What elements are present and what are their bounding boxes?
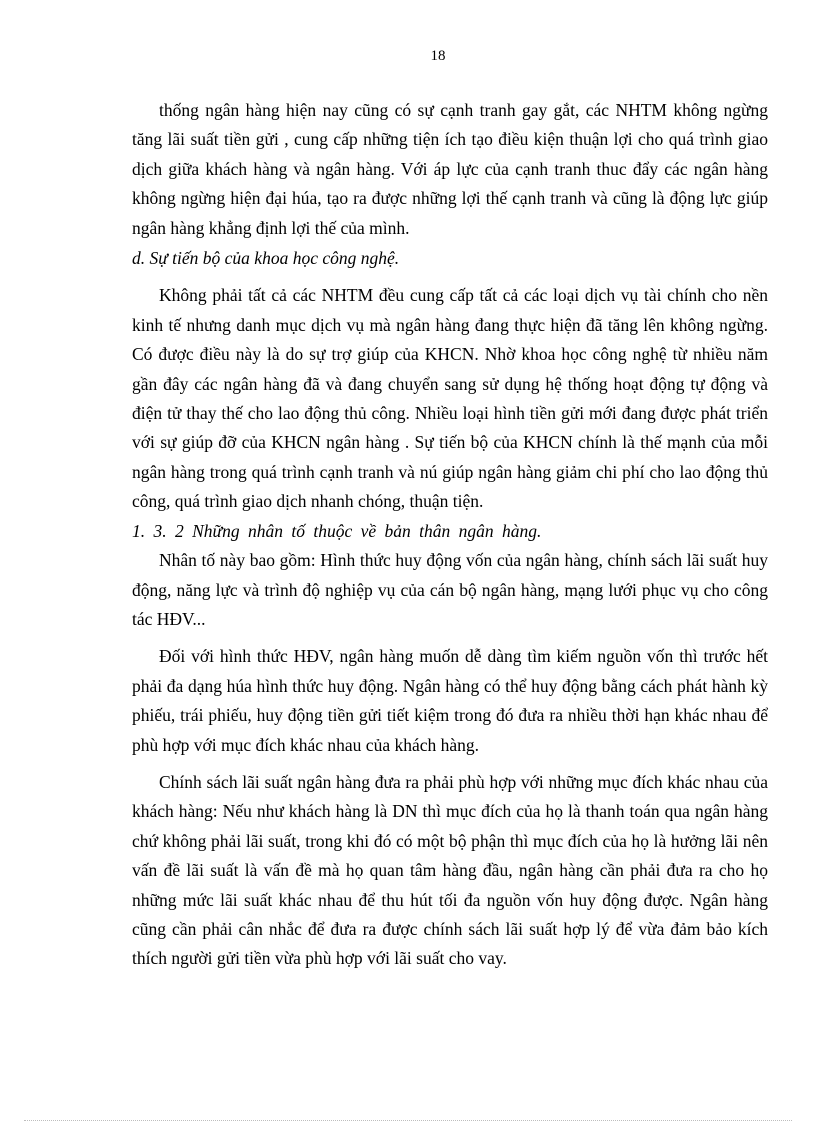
document-body (132, 96, 768, 974)
paragraph-mobilization-forms: Đối với hình thức HĐV, ngân hàng muốn dễ dàng tìm kiếm nguồn vốn thì trước hết phải đa dạng húa hình thức huy động. Ngân hàng có thể huy động bằng cách phát hành kỳ phiếu, trái phiếu, huy động tiền gửi tiết kiệm trong đó đưa ra nhiều thời hạn khác nhau để phù hợp với mục đích khác nhau của khách hàng. (132, 646, 768, 755)
paragraph-internal-factors: Nhân tố này bao gồm: Hình thức huy động vốn của ngân hàng, chính sách lãi suất huy động, năng lực và trình độ nghiệp vụ của cán bộ ngân hàng, mạng lưới phục vụ cho công tác HĐV... (132, 550, 768, 629)
footer-divider (24, 1120, 792, 1121)
paragraph-competition-continued: thống ngân hàng hiện nay cũng có sự cạnh tranh gay gắt, các NHTM không ngừng tăng lãi suất tiền gửi , cung cấp những tiện ích tạo điều kiện thuận lợi cho quá trình giao dịch giữa khách hàng và ngân hàng. Với áp lực của cạnh tranh thuc đẩy các ngân hàng không ngừng hiện đại húa, tạo ra được những lợi thế cạnh tranh và cũng là động lực giúp ngân hàng khẳng định lợi thế của mình. (132, 100, 768, 238)
paragraph-technology: Không phải tất cả các NHTM đều cung cấp tất cả các loại dịch vụ tài chính cho nền kinh tế nhưng danh mục dịch vụ mà ngân hàng đang thực hiện đã tăng lên không ngừng. Có được điều này là do sự trợ giúp của KHCN. Nhờ khoa học công nghệ từ nhiều năm gần đây các ngân hàng đã và đang chuyển sang sử dụng hệ thống hoạt động tự động và điện tử thay thế cho lao động thủ công. Nhiều loại hình tiền gửi mới đang được phát triển với sự giúp đỡ của KHCN ngân hàng . Sự tiến bộ của KHCN chính là thế mạnh của mỗi ngân hàng trong quá trình cạnh tranh và nú giúp ngân hàng giảm chi phí cho lao động thủ công, quá trình giao dịch nhanh chóng, thuận tiện. (132, 285, 768, 512)
section-heading-d: d. Sự tiến bộ của khoa học công nghệ. (132, 248, 400, 269)
section-heading-1-3-2: 1. 3. 2 Những nhân tố thuộc về bản thân ngân hàng. (132, 520, 542, 541)
page-number: 18 (430, 48, 446, 64)
paragraph-interest-rate-policy: Chính sách lãi suất ngân hàng đưa ra phải phù hợp với những mục đích khác nhau của khách hàng: Nếu như khách hàng là DN thì mục đích của họ là thanh toán qua ngân hàng chứ không phải lãi suất, trong khi đó có một bộ phận thì mục đích của họ là hưởng lãi nên vấn đề lãi suất là vấn đề mà họ quan tâm hàng đầu, ngân hàng cần phải đưa ra cho họ những mức lãi suất khác nhau để thu hút tối đa nguồn vốn huy động được. Ngân hàng cũng cần phải cân nhắc để đưa ra được chính sách lãi suất hợp lý để vừa đảm bảo kích thích người gửi tiền vừa phù hợp với lãi suất cho vay. (132, 771, 768, 969)
